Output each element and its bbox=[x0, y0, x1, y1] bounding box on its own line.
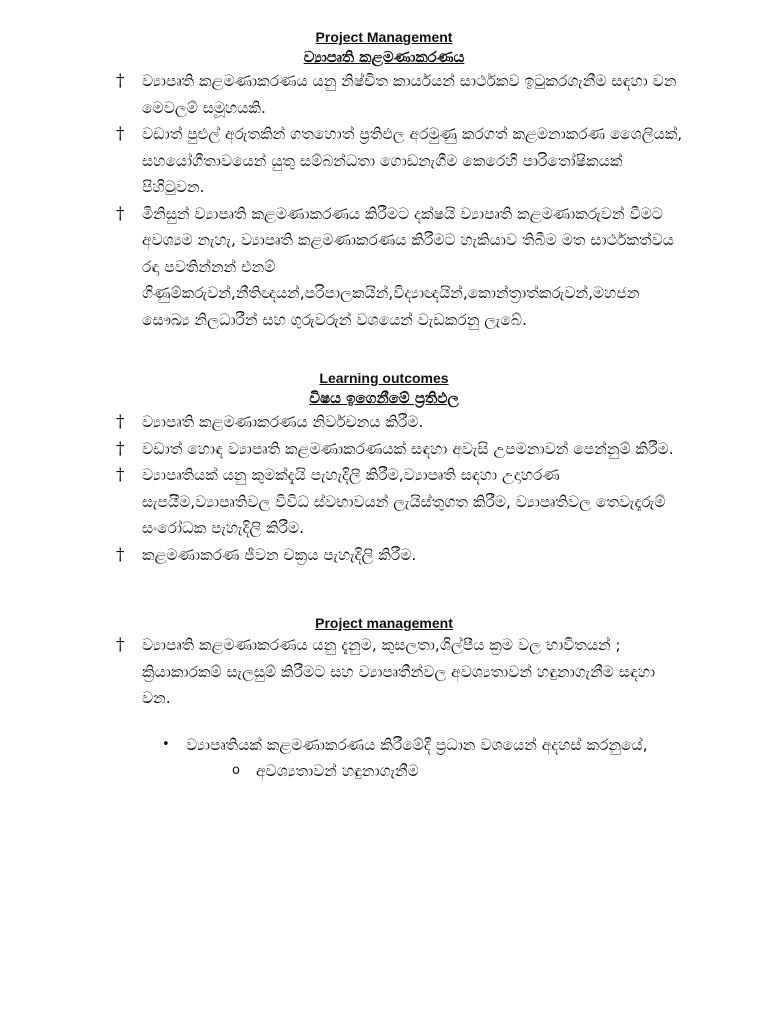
list-item bbox=[116, 409, 686, 436]
list-item bbox=[116, 121, 686, 201]
outcomes-list bbox=[0, 409, 686, 568]
list-item-text: මිනිසුන් ව්‍යාපෘති කළමණාකරණය කිරීමට දක්ෂයි ව්‍යාපෘති කළමණාකරුවන් වීමට අවශ්‍යම නැහැ, ව්‍යාපෘති කළමණාකරණය කිරීමට හැකියාව තිබීම මත සාර්ථකත්වය රඳා පවතින්නන් එනම් ගිණුම්කරුවන්,නීතිඥයන්,පරිපාලකයින්,විද්‍යාඥයින්,කොන්ත්‍රාත්කරුවන්,මහජන සෞඛ්‍ය නිලධාරීන් සහ ගුරුවරුන් වශයෙන් වැඩකරනු ලැබේ. bbox=[142, 204, 674, 329]
sub-bullet-list bbox=[186, 758, 682, 785]
sub-bullet-item bbox=[232, 758, 682, 785]
sub-bullet-item-text: අවශ්‍යතාවන් හඳුනාගැනීම bbox=[256, 762, 419, 780]
bullet-item-text: ව්‍යාපෘතියක් කළමණාකරණය කිරීමේදී ප්‍රධාන වශයෙන් අදහස් කරනුයේ, bbox=[186, 735, 648, 754]
list-item-text: වඩාත් හොඳ ව්‍යාපෘති කළමණාකරණයක් සඳහා අවැසි උපමනාවන් පෙන්නුම් කිරීම. bbox=[142, 439, 674, 458]
section-subtitle-sinhala: විෂය ඉගෙනීමේ ප්‍රතිඵල bbox=[309, 389, 459, 407]
section-title-project-management-2: Project management bbox=[315, 615, 453, 631]
dagger-icon: † bbox=[116, 203, 125, 224]
list-item-text: කළමණාකරණ ජීවන චක්‍රය පැහැදිලි කිරීම. bbox=[142, 545, 417, 564]
dagger-icon: † bbox=[116, 412, 125, 432]
section-title-project-management: Project Management bbox=[315, 29, 453, 45]
list-item-text: ව්‍යාපෘති කළමණාකරණය නිර්වචනය කිරීම. bbox=[142, 413, 424, 431]
dagger-icon: † bbox=[116, 544, 125, 565]
list-item bbox=[116, 201, 686, 334]
dagger-icon: † bbox=[116, 465, 125, 485]
list-item bbox=[116, 68, 686, 121]
dagger-icon: † bbox=[116, 438, 125, 459]
section-subtitle-sinhala: ව්‍යාපෘති කළමණාකරණය bbox=[303, 48, 465, 66]
list-item bbox=[116, 462, 686, 542]
dagger-icon: † bbox=[116, 71, 125, 91]
bullet-icon: • bbox=[162, 736, 170, 752]
list-item-text: ව්‍යාපෘතියක් යනු කුමක්දැයි පැහැදිලි කිරීම,ව්‍යාපෘති සඳහා උදාහරණ සැපයීම,ව්‍යාපෘතිවල විවිධ ස්වභාවයන් ලැයිස්තුගත කිරීම, ව්‍යාපෘතිවල තෙවැදෑරුම් සංරෝධක පැහැදිලි කිරීම. bbox=[142, 466, 666, 537]
bullet-item bbox=[162, 732, 682, 785]
list-item bbox=[116, 542, 686, 569]
list-item bbox=[116, 632, 686, 712]
list-item-text: ව්‍යාපෘති කළමණාකරණය යනු දැනුම, කුසලතා,ශිල්පීය ක්‍රම වල භාවිතයන් ; ක්‍රියාකාරකම් සැලසුම් කිරීමට සහ ව්‍යාපෘතීන්වල අවශ්‍යතාවන් හඳුනාගැනීම සඳහා වන. bbox=[142, 636, 656, 707]
spacer bbox=[0, 712, 768, 732]
list-item-text: ව්‍යාපෘති කළමණාකරණය යනු නිෂ්චිත කාර්යයන් සාර්ථකව ඉටුකරගැනීම සඳහා වන මෙවලම් සමූහයකි. bbox=[142, 72, 677, 117]
list-item-text: වඩාත් පුළුල් අරුතකින් ගතහොත් ප්‍රතිඵල අරමුණු කරගත් කළමනාකරණ ශෛලියක්, සහයෝගීතාවයෙන් යුතු සම්බන්ධතා ගොඩනැගීම කෙරෙහි පාරිතෝෂිකයක් පිහිටුවන. bbox=[142, 125, 683, 196]
list-item bbox=[116, 436, 686, 463]
section-title-learning-outcomes: Learning outcomes bbox=[319, 370, 449, 386]
dagger-icon: † bbox=[116, 124, 125, 144]
pm-list bbox=[0, 632, 686, 712]
bullet-list bbox=[0, 732, 682, 785]
definition-list bbox=[0, 68, 686, 333]
circle-bullet-icon: o bbox=[232, 763, 240, 778]
dagger-icon: † bbox=[116, 635, 125, 655]
